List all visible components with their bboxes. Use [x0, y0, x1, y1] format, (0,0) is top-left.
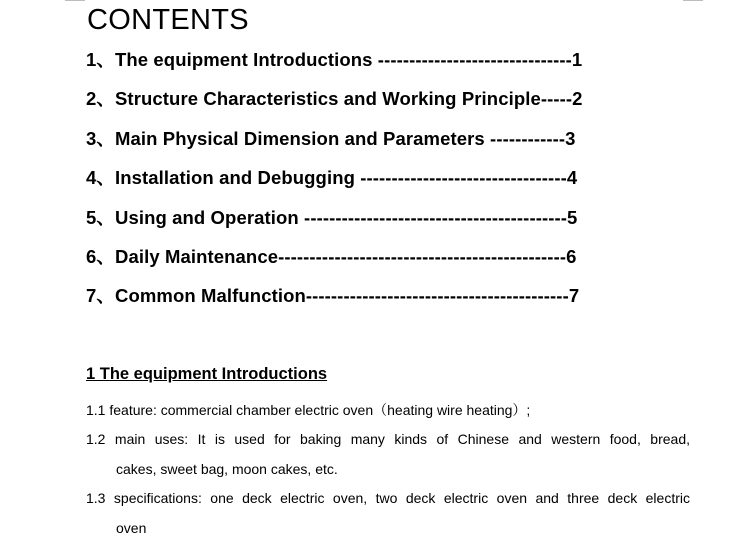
specifications-line-1: 1.3 specifications: one deck electric oven, two deck electric oven and three deck electric [86, 490, 690, 506]
specifications-paragraph [86, 484, 690, 543]
toc-entry-1[interactable]: 1、The equipment Introductions -------------------------------1 [86, 49, 583, 70]
toc-entry-7[interactable]: 7、Common Malfunction------------------------------------------7 [86, 285, 580, 307]
page-corner-mark-left [65, 0, 85, 1]
page-corner-mark-right [683, 0, 703, 1]
specifications-line-2: oven [116, 519, 147, 536]
section-title: 1 The equipment Introductions [86, 365, 328, 383]
toc-entry-5[interactable]: 5、Using and Operation ------------------------------------------5 [86, 206, 578, 228]
main-uses-line-2: cakes, sweet bag, moon cakes, etc. [116, 460, 338, 477]
table-of-contents [86, 47, 583, 323]
toc-entry-2[interactable]: 2、Structure Characteristics and Working Principle-----2 [86, 88, 583, 110]
toc-entry-6[interactable]: 6、Daily Maintenance----------------------------------------------6 [86, 245, 577, 267]
toc-entry-3[interactable]: 3、Main Physical Dimension and Parameters ------------3 [86, 127, 576, 149]
feature-paragraph [86, 396, 690, 426]
main-uses-line-1: 1.2 main uses: It is used for baking many kinds of Chinese and western food, bread, [86, 431, 690, 447]
feature-text: 1.1 feature: commercial chamber electric oven（heating wire heating）; [86, 402, 531, 418]
contents-heading: CONTENTS [87, 4, 249, 36]
main-uses-paragraph [86, 425, 690, 484]
toc-entry-4[interactable]: 4、Installation and Debugging ---------------------------------4 [86, 167, 578, 189]
